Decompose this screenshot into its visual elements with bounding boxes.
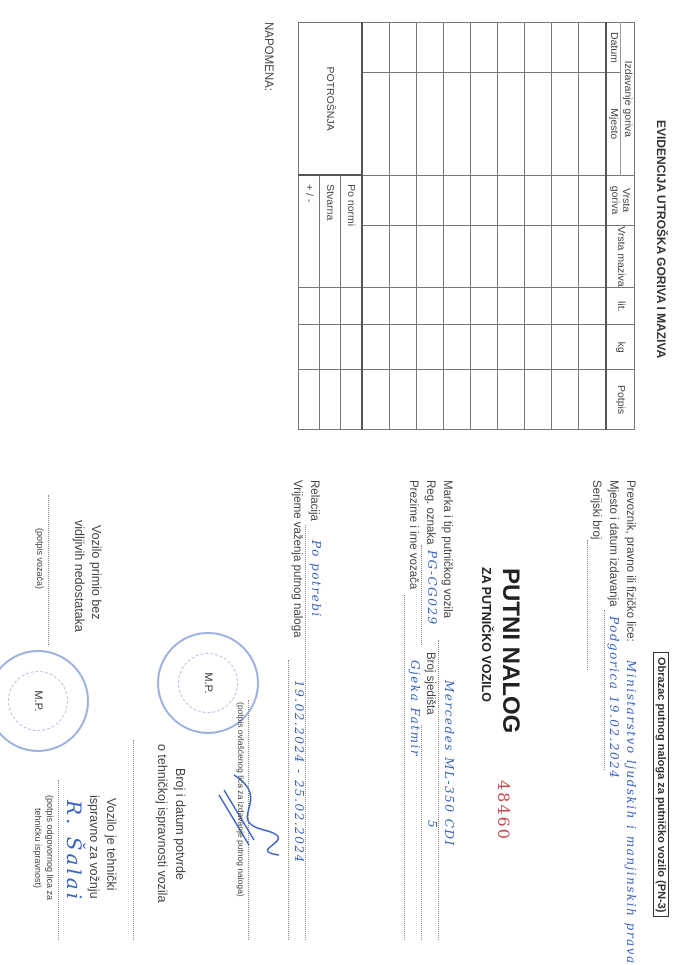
fuel-log-cell[interactable] (362, 72, 390, 175)
fuel-log-cell[interactable] (444, 23, 471, 73)
fuel-log-cell[interactable] (525, 175, 552, 225)
fuel-log-row (362, 23, 390, 430)
tech-ok-line1: Vozilo je tehnički (104, 798, 118, 891)
received-line2: vidljivih nedostataka (72, 520, 86, 632)
fuel-log-cell[interactable] (552, 23, 579, 73)
header-lubricant-type: Vrsta maziva (606, 225, 635, 288)
header-issue: Izdavanje goriva (621, 23, 635, 176)
vehicle-value[interactable]: Mercedes ML-350 CDI (442, 680, 456, 847)
fuel-log-cell[interactable] (579, 370, 607, 430)
route-label: Relacija (308, 480, 320, 521)
fuel-log-cell[interactable] (362, 225, 390, 288)
fuel-log-cell[interactable] (362, 325, 390, 370)
tech-cert-line1: Broj i datum potvrde (173, 768, 187, 880)
fuel-log-cell[interactable] (525, 325, 552, 370)
fuel-log-cell[interactable] (552, 288, 579, 325)
validity-value[interactable]: 19.02.2024 - 25.02.2024 (292, 680, 306, 864)
reg-label: Reg. oznaka (424, 480, 436, 545)
fuel-log-cell[interactable] (417, 175, 444, 225)
fuel-log-cell[interactable] (390, 288, 417, 325)
fuel-log-row (390, 23, 417, 430)
place-date-label: Mjesto i datum izdavanja (607, 480, 619, 607)
fuel-log-cell[interactable] (498, 225, 525, 288)
order-subtitle: ZA PUTNIČKO VOZILO (479, 567, 493, 702)
fuel-log-cell[interactable] (362, 175, 390, 225)
fuel-log-cell[interactable] (362, 288, 390, 325)
tech-ok-line2: ispravno za vožnju (87, 795, 101, 899)
fuel-log-cell[interactable] (525, 288, 552, 325)
consumption-label: POTROŠNJA (299, 23, 363, 176)
form-label: Obrazac putnog naloga za putničko vozilo (PN-3) (653, 652, 669, 917)
fuel-log-cell[interactable] (498, 370, 525, 430)
fuel-log-row (471, 23, 498, 430)
fuel-log-cell[interactable] (498, 23, 525, 73)
fuel-log-cell[interactable] (579, 225, 607, 288)
validity-label: Vrijeme važenja putnog naloga (291, 480, 303, 638)
fuel-log-cell[interactable] (579, 23, 607, 73)
fuel-log-table (298, 22, 635, 430)
carrier-label: Prevoznik, pravno ili fizičko lice: (624, 480, 636, 642)
seats-label: Broj sjedišta (424, 652, 436, 715)
fuel-log-row (525, 23, 552, 430)
fuel-log-cell[interactable] (525, 72, 552, 175)
order-number: 48460 (494, 780, 513, 841)
fuel-log-cell[interactable] (444, 370, 471, 430)
fuel-log-cell[interactable] (390, 72, 417, 175)
tech-signature-caption1: (potpis odgovornog lica za (45, 795, 55, 901)
fuel-log-row (417, 23, 444, 430)
driver-value[interactable]: Gjeka Fatmir (408, 660, 422, 758)
fuel-log-row (579, 23, 607, 430)
fuel-log-cell[interactable] (498, 72, 525, 175)
header-date: Datum (606, 23, 621, 73)
fuel-log-title: EVIDENCIJA UTROŠKA GORIVA I MAZIVA (654, 120, 668, 359)
header-fuel-type: Vrsta goriva (606, 175, 635, 225)
fuel-log-cell[interactable] (417, 325, 444, 370)
fuel-log-cell[interactable] (579, 288, 607, 325)
fuel-log-cell[interactable] (471, 175, 498, 225)
fuel-log-cell[interactable] (471, 370, 498, 430)
fuel-log-cell[interactable] (525, 23, 552, 73)
fuel-log-cell[interactable] (579, 72, 607, 175)
fuel-log-cell[interactable] (498, 325, 525, 370)
tech-signature-caption2: tehničku ispravnost) (33, 808, 43, 889)
received-line1: Vozilo primio bez (89, 525, 103, 620)
stamp-label: M.P. (178, 653, 239, 714)
fuel-log-cell[interactable] (417, 23, 444, 73)
fuel-log-cell[interactable] (579, 325, 607, 370)
fuel-log-cell[interactable] (525, 225, 552, 288)
fuel-log-cell[interactable] (390, 325, 417, 370)
serial-label: Serijski broj (590, 480, 602, 540)
fuel-log-cell[interactable] (390, 225, 417, 288)
authorized-signature-caption: (potpis ovlašćenog lica za izdavanje putnog naloga) (236, 702, 246, 897)
fuel-log-cell[interactable] (552, 72, 579, 175)
fuel-log-cell[interactable] (390, 370, 417, 430)
fuel-log-cell[interactable] (444, 72, 471, 175)
fuel-log-cell[interactable] (444, 225, 471, 288)
fuel-log-cell[interactable] (552, 325, 579, 370)
order-title: PUTNI NALOG (497, 568, 524, 734)
fuel-log-cell[interactable] (390, 175, 417, 225)
reg-value[interactable]: PG-CG029 (425, 550, 439, 626)
tech-cert-line2: o tehničkoj ispravnosti vozila (155, 744, 169, 903)
tech-signature: R. Šalai (62, 800, 86, 903)
fuel-log-cell[interactable] (471, 72, 498, 175)
header-signature: Potpis (606, 370, 635, 430)
fuel-log-cell[interactable] (417, 225, 444, 288)
driver-label: Prezime i ime vozača (407, 480, 419, 590)
consumption-actual: Stvarna (320, 175, 341, 288)
header-place: Mjesto (606, 72, 621, 175)
fuel-log-cell[interactable] (362, 370, 390, 430)
fuel-log-cell[interactable] (471, 288, 498, 325)
header-liters: lit. (606, 288, 635, 325)
fuel-log-cell[interactable] (417, 72, 444, 175)
fuel-log-cell[interactable] (417, 370, 444, 430)
fuel-log-cell[interactable] (525, 370, 552, 430)
fuel-log-cell[interactable] (471, 225, 498, 288)
fuel-log-cell[interactable] (579, 175, 607, 225)
fuel-log-cell[interactable] (498, 175, 525, 225)
fuel-log-cell[interactable] (498, 288, 525, 325)
fuel-log-cell[interactable] (552, 370, 579, 430)
fuel-log-cell[interactable] (471, 325, 498, 370)
fuel-log-cell[interactable] (362, 23, 390, 73)
note-label: NAPOMENA: (262, 22, 274, 92)
fuel-log-cell[interactable] (444, 325, 471, 370)
consumption-diff: + / - (299, 175, 320, 288)
fuel-log-cell[interactable] (552, 225, 579, 288)
place-date-value[interactable]: Podgorica 19.02.2024 (607, 616, 621, 780)
carrier-value[interactable]: Ministarstvo ljudskih i manjinskih prava (624, 660, 638, 965)
fuel-log-cell[interactable] (444, 175, 471, 225)
fuel-log-cell[interactable] (471, 23, 498, 73)
second-stamp-label: M.P. (8, 671, 69, 732)
route-value[interactable]: Po potrebi (309, 540, 323, 618)
header-kg: kg (606, 325, 635, 370)
fuel-log-cell[interactable] (444, 288, 471, 325)
authorized-signature (214, 770, 284, 860)
fuel-log-row (444, 23, 471, 430)
consumption-by-norm: Po normi (341, 175, 363, 288)
vehicle-label: Marka i tip putničkog vozila (441, 480, 453, 619)
fuel-log-cell[interactable] (390, 23, 417, 73)
second-stamp (0, 650, 89, 752)
fuel-log-cell[interactable] (552, 175, 579, 225)
fuel-log-cell[interactable] (417, 288, 444, 325)
fuel-log-row (552, 23, 579, 430)
fuel-log-row (498, 23, 525, 430)
driver-signature-caption: (potpis vozača) (35, 528, 45, 590)
seats-value[interactable]: 5 (425, 820, 439, 830)
